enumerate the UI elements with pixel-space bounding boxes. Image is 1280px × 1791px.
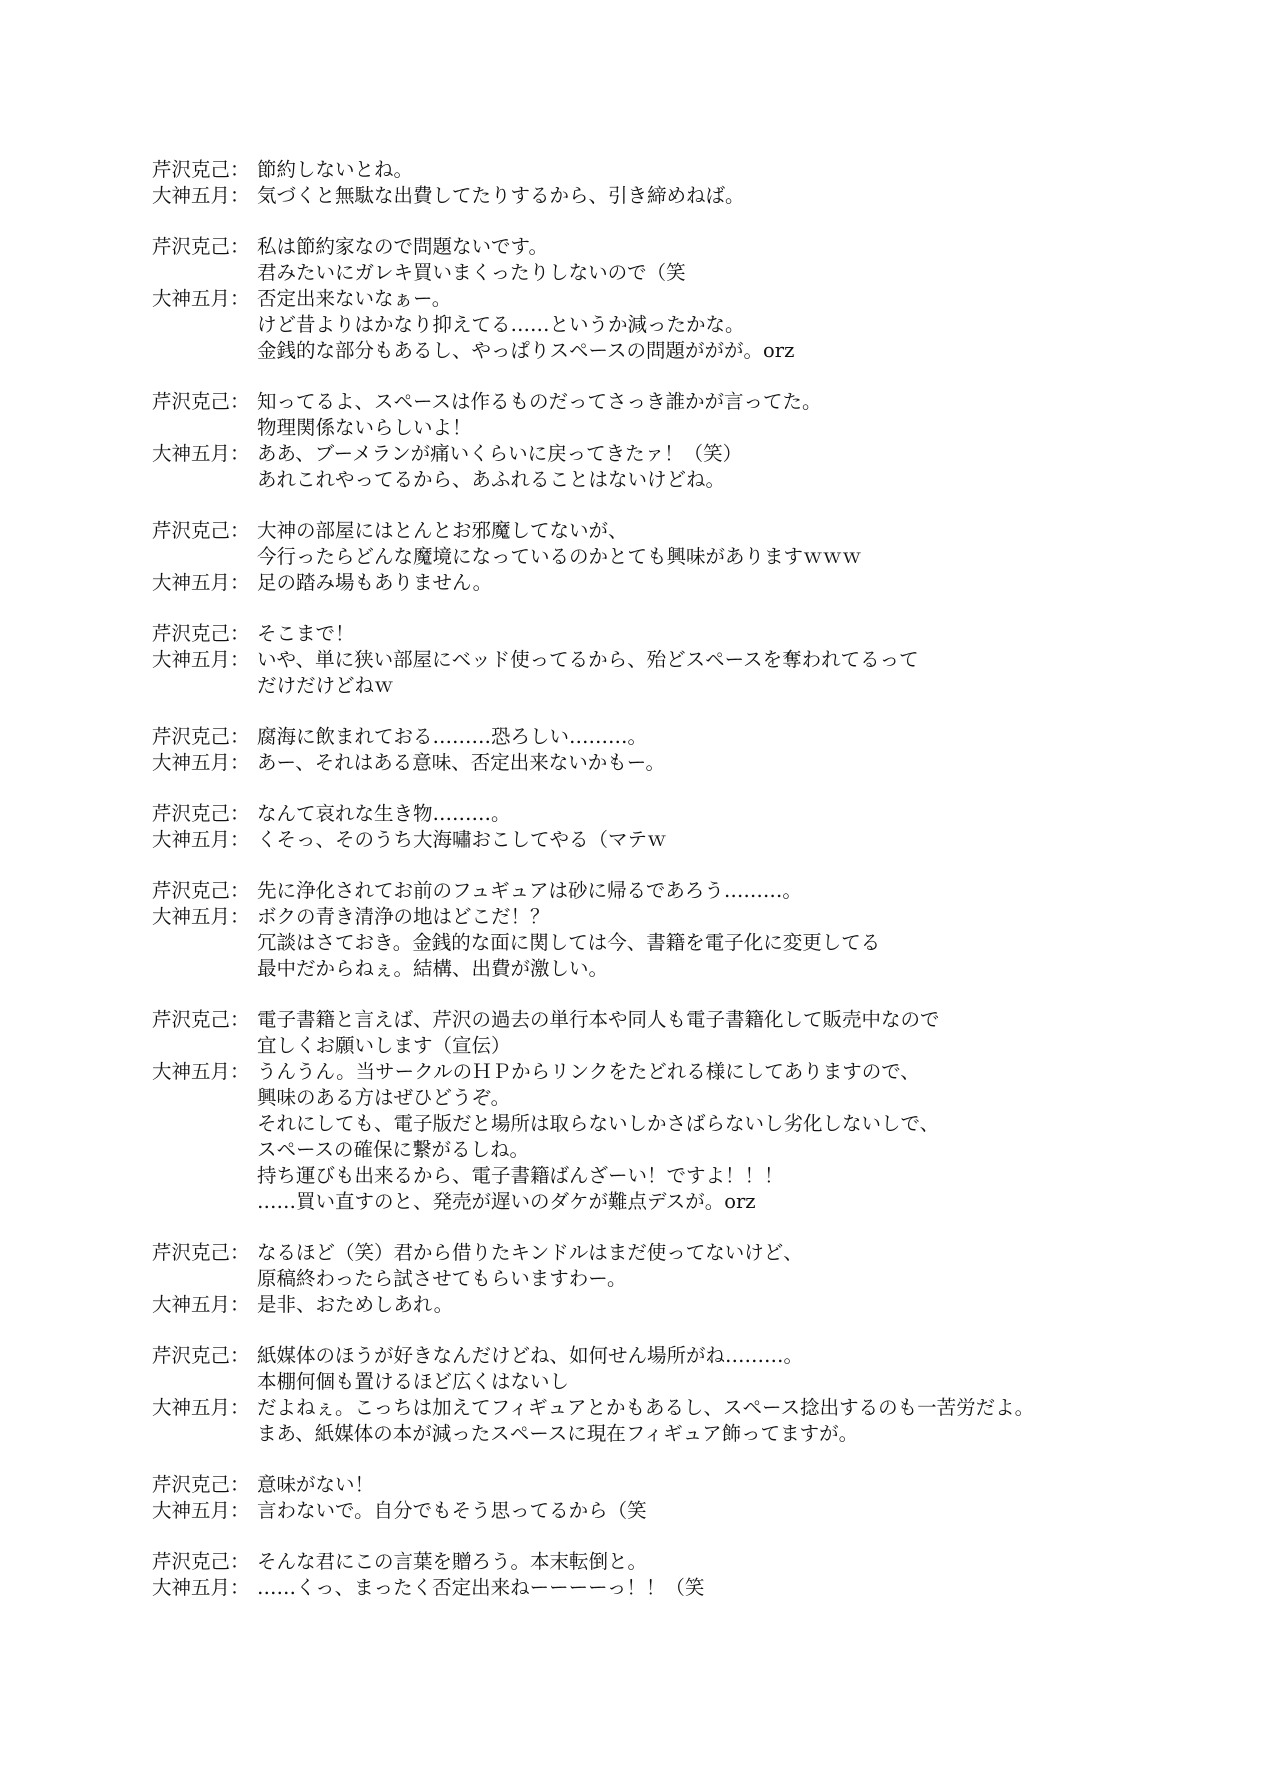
utterance-line: だよねぇ。こっちは加えてフィギュアとかもあるし、スペース捻出するのも一苦労だよ。 — [257, 1396, 1035, 1419]
speaker-name: 芹沢克己： — [152, 622, 250, 645]
utterance — [257, 389, 1252, 441]
utterance-line: そんな君にこの言葉を贈ろう。本末転倒と。 — [257, 1550, 648, 1573]
dialogue-document — [152, 157, 1252, 1626]
utterance-line: 意味がない！ — [257, 1473, 375, 1496]
utterance — [257, 724, 1252, 750]
utterance-line: 言わないで。自分でもそう思ってるから（笑 — [257, 1499, 647, 1522]
speaker-name: 大神五月： — [152, 1576, 250, 1599]
utterance — [257, 1472, 1252, 1498]
utterance-line: 金銭的な部分もあるし、やっぱりスペースの問題ががが。orz — [257, 339, 795, 362]
dialogue-turn — [152, 234, 1252, 286]
utterance — [257, 286, 1252, 364]
utterance-line: 君みたいにガレキ買いまくったりしないので（笑 — [257, 261, 686, 284]
dialogue-exchange — [152, 1240, 1252, 1318]
dialogue-exchange — [152, 878, 1252, 982]
utterance-line: だけだけどねｗ — [257, 674, 394, 697]
speaker-name: 芹沢克己： — [152, 802, 250, 825]
dialogue-turn — [152, 389, 1252, 441]
dialogue-exchange — [152, 724, 1252, 776]
utterance-line: 持ち運びも出来るから、電子書籍ばんざーい！ですよ！！！ — [257, 1164, 784, 1187]
utterance-line: 節約しないとね。 — [257, 158, 414, 181]
speaker-name: 芹沢克己： — [152, 519, 250, 542]
utterance-line: けど昔よりはかなり抑えてる……というか減ったかな。 — [257, 313, 745, 336]
speaker-name: 芹沢克己： — [152, 1241, 250, 1264]
utterance — [257, 441, 1252, 493]
utterance-line: 是非、おためしあれ。 — [257, 1293, 454, 1316]
speaker-name: 芹沢克己： — [152, 390, 250, 413]
utterance-line: 私は節約家なので問題ないです。 — [257, 235, 548, 258]
utterance — [257, 647, 1252, 699]
utterance-line: まあ、紙媒体の本が減ったスペースに現在フィギュア飾ってますが。 — [257, 1422, 859, 1445]
dialogue-exchange — [152, 621, 1252, 699]
utterance-line: ああ、ブーメランが痛いくらいに戻ってきたァ！（笑） — [257, 442, 743, 465]
utterance — [257, 904, 1252, 982]
dialogue-turn — [152, 570, 1252, 596]
utterance-line: 知ってるよ、スペースは作るものだってさっき誰かが言ってた。 — [257, 390, 822, 413]
speaker-name: 芹沢克己： — [152, 235, 250, 258]
dialogue-turn — [152, 286, 1252, 364]
speaker-name: 芹沢克己： — [152, 1550, 250, 1573]
utterance — [257, 1395, 1252, 1447]
speaker-name: 大神五月： — [152, 1396, 250, 1419]
utterance — [257, 234, 1252, 286]
utterance-line: 原稿終わったら試させてもらいますわー。 — [257, 1267, 627, 1290]
dialogue-turn — [152, 1007, 1252, 1059]
utterance-line: ボクの青き清浄の地はどこだ！？ — [257, 905, 550, 928]
utterance — [257, 750, 1252, 776]
speaker-name: 大神五月： — [152, 1499, 250, 1522]
dialogue-exchange — [152, 1549, 1252, 1601]
utterance — [257, 1240, 1252, 1292]
speaker-name: 芹沢克己： — [152, 879, 250, 902]
utterance-line: ……買い直すのと、発売が遅いのダケが難点デスが。orz — [257, 1190, 756, 1213]
utterance-line: くそっ、そのうち大海嘯おこしてやる（マテｗ — [257, 828, 667, 851]
dialogue-turn — [152, 1395, 1252, 1447]
utterance — [257, 1292, 1252, 1318]
utterance-line: いや、単に狭い部屋にベッド使ってるから、殆どスペースを奪われてるって — [257, 648, 919, 671]
speaker-name: 大神五月： — [152, 905, 250, 928]
utterance — [257, 1575, 1252, 1601]
utterance-line: 本棚何個も置けるほど広くはないし — [257, 1370, 570, 1393]
dialogue-turn — [152, 1575, 1252, 1601]
utterance-line: 腐海に飲まれておる………恐ろしい………。 — [257, 725, 648, 748]
utterance — [257, 157, 1252, 183]
dialogue-exchange — [152, 1472, 1252, 1524]
dialogue-turn — [152, 878, 1252, 904]
dialogue-turn — [152, 183, 1252, 209]
dialogue-exchange — [152, 1007, 1252, 1215]
utterance-line: 最中だからねぇ。結構、出費が激しい。 — [257, 957, 609, 980]
speaker-name: 芹沢克己： — [152, 1473, 250, 1496]
speaker-name: 大神五月： — [152, 828, 250, 851]
dialogue-exchange — [152, 518, 1252, 596]
speaker-name: 大神五月： — [152, 571, 250, 594]
utterance-line: あれこれやってるから、あふれることはないけどね。 — [257, 468, 726, 491]
utterance-line: 大神の部屋にはとんとお邪魔してないが、 — [257, 519, 628, 542]
utterance-line: 気づくと無駄な出費してたりするから、引き締めねば。 — [257, 184, 745, 207]
dialogue-turn — [152, 1549, 1252, 1575]
utterance-line: スペースの確保に繋がるしね。 — [257, 1138, 530, 1161]
dialogue-turn — [152, 904, 1252, 982]
dialogue-turn — [152, 1472, 1252, 1498]
dialogue-exchange — [152, 1343, 1252, 1447]
dialogue-exchange — [152, 157, 1252, 209]
utterance — [257, 1059, 1252, 1215]
utterance-line: うんうん。当サークルのＨＰからリンクをたどれる様にしてありますので、 — [257, 1060, 920, 1083]
utterance-line: そこまで！ — [257, 622, 355, 645]
dialogue-turn — [152, 157, 1252, 183]
dialogue-turn — [152, 827, 1252, 853]
utterance — [257, 1343, 1252, 1395]
utterance — [257, 570, 1252, 596]
speaker-name: 大神五月： — [152, 1060, 250, 1083]
utterance-line: ……くっ、まったく否定出来ねーーーーっ！！（笑 — [257, 1576, 705, 1599]
utterance-line: あー、それはある意味、否定出来ないかもー。 — [257, 751, 665, 774]
dialogue-turn — [152, 647, 1252, 699]
utterance-line: なんて哀れな生き物………。 — [257, 802, 511, 825]
utterance — [257, 801, 1252, 827]
speaker-name: 大神五月： — [152, 287, 250, 310]
utterance — [257, 621, 1252, 647]
utterance-line: 紙媒体のほうが好きなんだけどね、如何せん場所がね………。 — [257, 1344, 804, 1367]
dialogue-turn — [152, 724, 1252, 750]
dialogue-turn — [152, 441, 1252, 493]
utterance-line: なるほど（笑）君から借りたキンドルはまだ使ってないけど、 — [257, 1241, 803, 1264]
dialogue-turn — [152, 1240, 1252, 1292]
dialogue-exchange — [152, 234, 1252, 364]
utterance — [257, 878, 1252, 904]
utterance — [257, 1498, 1252, 1524]
speaker-name: 大神五月： — [152, 751, 250, 774]
speaker-name: 大神五月： — [152, 442, 250, 465]
utterance-line: それにしても、電子版だと場所は取らないしかさばらないし劣化しないしで、 — [257, 1112, 940, 1135]
speaker-name: 大神五月： — [152, 184, 250, 207]
dialogue-turn — [152, 1498, 1252, 1524]
utterance-line: 興味のある方はぜひどうぞ。 — [257, 1086, 511, 1109]
utterance-line: 電子書籍と言えば、芹沢の過去の単行本や同人も電子書籍化して販売中なので — [257, 1008, 940, 1031]
utterance — [257, 1007, 1252, 1059]
dialogue-turn — [152, 1059, 1252, 1215]
utterance — [257, 1549, 1252, 1575]
dialogue-turn — [152, 1343, 1252, 1395]
speaker-name: 芹沢克己： — [152, 1008, 250, 1031]
speaker-name: 芹沢克己： — [152, 158, 250, 181]
utterance-line: 物理関係ないらしいよ！ — [257, 416, 472, 439]
utterance-line: 冗談はさておき。金銭的な面に関しては今、書籍を電子化に変更してる — [257, 931, 881, 954]
utterance — [257, 827, 1252, 853]
utterance-line: 足の踏み場もありません。 — [257, 571, 493, 594]
dialogue-turn — [152, 518, 1252, 570]
dialogue-exchange — [152, 801, 1252, 853]
utterance — [257, 183, 1252, 209]
utterance — [257, 518, 1252, 570]
utterance-line: 今行ったらどんな魔境になっているのかとても興味がありますｗｗｗ — [257, 545, 862, 568]
speaker-name: 大神五月： — [152, 1293, 250, 1316]
dialogue-exchange — [152, 389, 1252, 493]
dialogue-turn — [152, 1292, 1252, 1318]
utterance-line: 否定出来ないなぁー。 — [257, 287, 452, 310]
utterance-line: 先に浄化されてお前のフュギュアは砂に帰るであろう………。 — [257, 879, 802, 902]
speaker-name: 大神五月： — [152, 648, 250, 671]
dialogue-turn — [152, 801, 1252, 827]
speaker-name: 芹沢克己： — [152, 1344, 250, 1367]
dialogue-turn — [152, 750, 1252, 776]
speaker-name: 芹沢克己： — [152, 725, 250, 748]
dialogue-turn — [152, 621, 1252, 647]
utterance-line: 宜しくお願いします（宣伝） — [257, 1034, 511, 1057]
